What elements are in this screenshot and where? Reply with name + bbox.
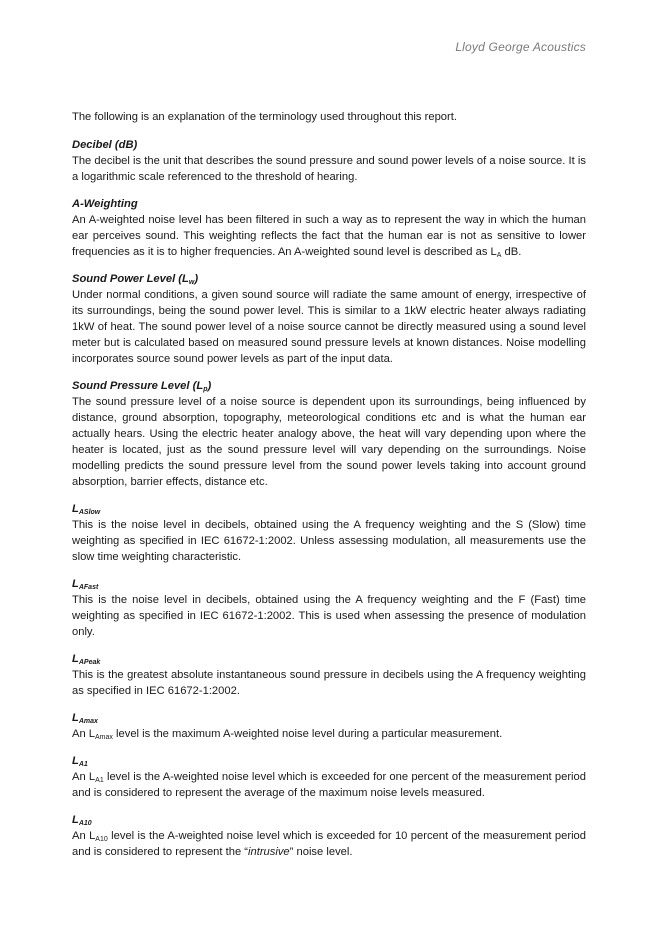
- company-header: Lloyd George Acoustics: [455, 40, 586, 54]
- section-heading: $L_{AFast}$: [72, 578, 99, 591]
- section-decibel: [72, 137, 586, 185]
- section-body: This is the noise level in decibels, obtained using the A frequency weighting and the F (Fast) time weighting as specified in IEC 61672-1:2002. This is used when assessing the presence of modulation only.: [72, 594, 586, 638]
- section-lafast: [72, 576, 586, 640]
- section-body: This is the greatest absolute instantaneous sound pressure in decibels using the A frequency weighting as specified in IEC 61672-1:2002.: [72, 669, 586, 697]
- section-sound-power-level: [72, 271, 586, 367]
- section-heading: Sound Pressure Level $(L_p)$: [72, 380, 212, 393]
- section-lamax: [72, 710, 586, 742]
- section-body: An $L_{A10}$ level is the A-weighted noise level which is exceeded for 10 percent of the measurement period and is considered to represent the “intrusive” noise level.: [72, 830, 587, 858]
- section-body: The sound pressure level of a noise source is dependent upon its surroundings, being influenced by distance, ground absorption, topography, meteorological conditions etc and is what the human ear actually hears. Using the electric heater analogy above, the heat will vary depending upon where the heater is located, just as the sound pressure level will vary depending on the surroundings. Noise modelling predicts the sound pressure level from the sound power levels taking into account ground absorption, barrier effects, distance etc.: [72, 396, 586, 488]
- section-body: This is the noise level in decibels, obtained using the A frequency weighting and the S (Slow) time weighting as specified in IEC 61672-1:2002. Unless assessing modulation, all measurements use the slow time weighting characteristic.: [72, 519, 586, 563]
- section-lapeak: [72, 651, 586, 699]
- terminology-content: [72, 109, 586, 871]
- section-a-weighting: [72, 196, 586, 260]
- section-heading: $L_{ASlow}$: [72, 503, 101, 516]
- section-laslow: [72, 501, 586, 565]
- section-body: An A-weighted noise level has been filtered in such a way as to represent the way in which the human ear perceives sound. This weighting reflects the fact that the human ear is not as sensitive to lower frequencies as it is to higher frequencies. An A-weighted sound level is described as $L_A$ dB.: [72, 214, 586, 259]
- section-sound-pressure-level: [72, 378, 586, 490]
- section-heading: $L_{A1}$: [72, 755, 88, 768]
- section-heading: A-Weighting: [72, 198, 138, 210]
- section-la1: [72, 753, 586, 801]
- section-body: The decibel is the unit that describes the sound pressure and sound power levels of a noise source. It is a logarithmic scale referenced to the threshold of hearing.: [72, 155, 586, 183]
- section-heading: $L_{A10}$: [72, 814, 92, 827]
- section-body: Under normal conditions, a given sound source will radiate the same amount of energy, irrespective of its surroundings, being the sound power level. This is similar to a 1kW electric heater always radiating 1kW of heat. The sound power level of a noise source cannot be directly measured using a sound level meter but is calculated based on measured sound pressure levels at known distances. Noise modelling incorporates source sound power levels as part of the input data.: [72, 289, 586, 365]
- section-body: An $L_{Amax}$ level is the maximum A-weighted noise level during a particular measurement.: [72, 728, 503, 741]
- intro-paragraph: The following is an explanation of the terminology used throughout this report.: [72, 111, 457, 123]
- section-body: An $L_{A1}$ level is the A-weighted noise level which is exceeded for one percent of the measurement period and is considered to represent the average of the maximum noise levels measured.: [72, 771, 586, 799]
- section-la10: [72, 812, 586, 860]
- section-heading: Sound Power Level $(L_w)$: [72, 273, 199, 286]
- section-heading: $L_{Amax}$: [72, 712, 98, 725]
- section-heading: $L_{APeak}$: [72, 653, 101, 666]
- section-heading: Decibel (dB): [72, 139, 138, 151]
